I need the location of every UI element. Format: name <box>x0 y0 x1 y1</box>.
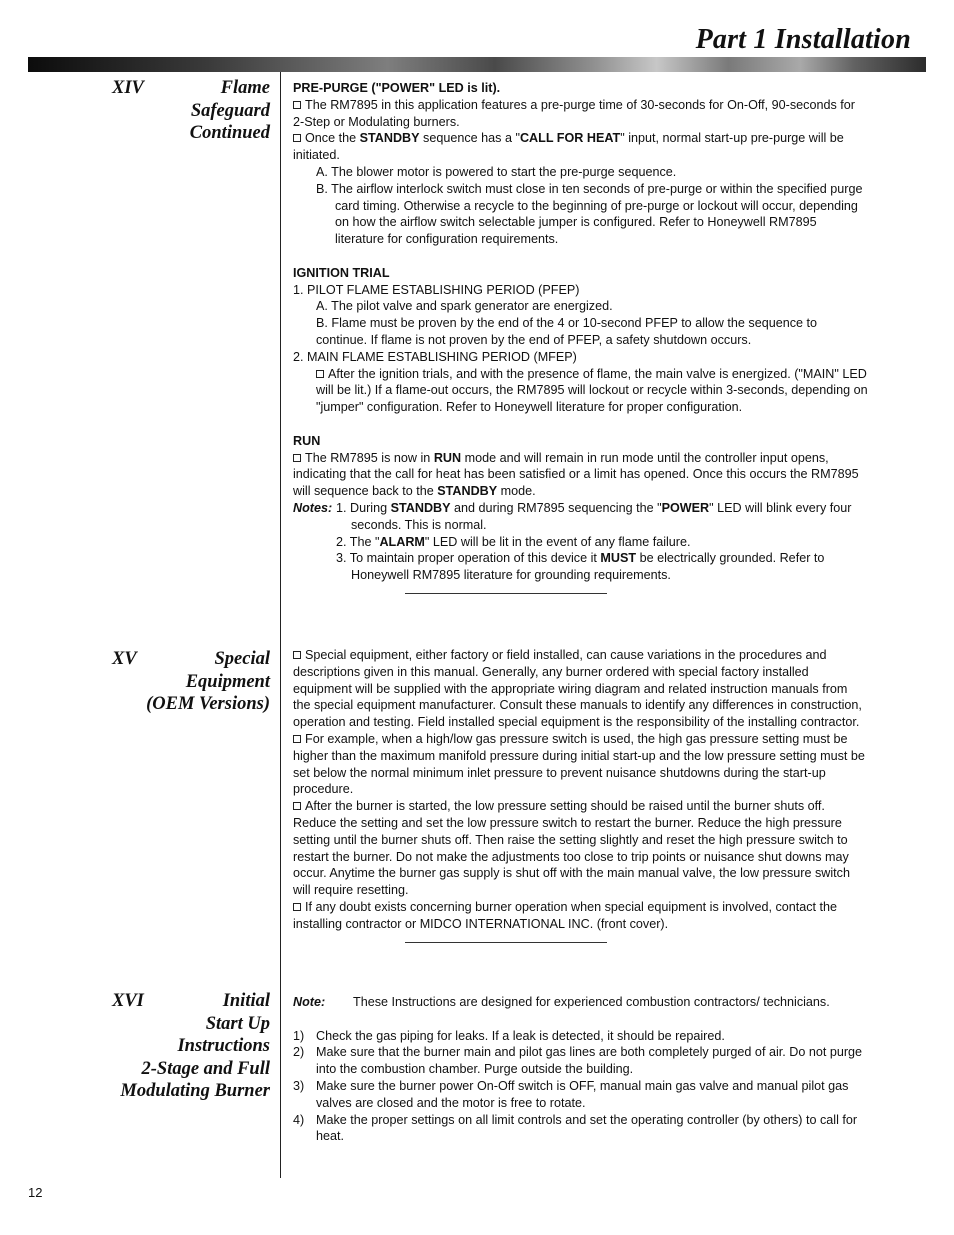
section-number: XV <box>112 649 137 669</box>
section-title-line: Instructions <box>177 1036 270 1056</box>
section-title-line: Safeguard <box>190 100 270 121</box>
special-equipment-paragraph: After the burner is started, the low pressure setting should be raised until the burner shuts off. Reduce the setting and set the low pressure switch to restart the burner. Reduce the high pressure setting until the burner shuts off. Then raise the setting slightly and reset the high pressure switch to restart the burner. Do not make the adjustments too close to trip points or nuisance shut downs may occur. Anytime the burner gas supply is shut off with the main manual valve, the low pressure switch will require resetting. <box>293 799 850 898</box>
instructions-note <box>293 994 868 1011</box>
note-item-3: 3. To maintain proper operation of this device it MUST be electrically grounded. Refer to Honeywell RM7895 literature for grounding requirements. <box>336 551 825 583</box>
checkbox-bullet-icon <box>293 134 301 142</box>
ignition-heading: IGNITION TRIAL <box>293 265 390 280</box>
special-equipment-paragraph: If any doubt exists concerning burner operation when special equipment is involved, contact the installing contractor or MIDCO INTERNATIONAL INC. (front cover). <box>293 899 838 931</box>
checkbox-bullet-icon <box>293 651 301 659</box>
page-title: Part 1 Installation <box>695 24 911 55</box>
section-separator <box>405 942 607 943</box>
section-title-line: Start Up <box>205 1013 270 1034</box>
section-title-line: Equipment <box>185 671 270 692</box>
checkbox-bullet-icon <box>293 454 301 462</box>
section-title-line: 2-Stage and Full <box>141 1058 270 1079</box>
ignition-item-1: 1. PILOT FLAME ESTABLISHING PERIOD (PFEP) <box>293 282 580 297</box>
section-xiv-body <box>293 80 868 594</box>
run-notes <box>293 500 868 584</box>
section-title-line: Continued <box>189 123 270 143</box>
startup-steps <box>293 1028 868 1146</box>
column-divider <box>280 72 281 1178</box>
ignition-item-1b: B. Flame must be proven by the end of the 4 or 10-second PFEP to allow the sequence to continue. If flame is not proven by the end of PFEP, a safety shutdown occurs. <box>316 316 818 347</box>
section-title-line: Modulating Burner <box>120 1081 270 1101</box>
note-label: Note: <box>293 995 326 1009</box>
prepurge-step-a: A. The blower motor is powered to start the pre-purge sequence. <box>316 164 677 179</box>
section-xvi-body <box>293 994 868 1145</box>
list-item: 4) Make the proper settings on all limit controls and set the operating controller (by others) to call for heat. <box>293 1112 858 1144</box>
section-number: XIV <box>112 78 144 98</box>
note-text: These Instructions are designed for experienced combustion contractors/ technicians. <box>353 995 830 1009</box>
list-item: 2) Make sure that the burner main and pilot gas lines are both completely purged of air. Do not purge into the combustion chamber. Purge outside the building. <box>293 1045 863 1077</box>
note-item-1: 1. During STANDBY and during RM7895 sequencing the "POWER" LED will blink every four seconds. This is normal. <box>336 500 852 532</box>
prepurge-paragraph: The RM7895 in this application features a pre-purge time of 30-seconds for On-Off, 90-seconds for 2-Step or Modulating burners. <box>293 97 855 129</box>
section-xvi-heading <box>112 990 270 1103</box>
special-equipment-paragraph: Special equipment, either factory or field installed, can cause variations in the procedures and descriptions given in this manual. Generally, any burner ordered with special factory installed equipment will be supplied with the appropriate wiring diagram and related instruction manuals from the special equipment manufacturer. Consult these manuals to identify any differences in construction, operation and testing. Field installed special equipment is the responsibility of the installing contractor. <box>293 648 862 730</box>
run-paragraph: The RM7895 is now in RUN mode and will remain in run mode until the controller input opens, indicating that the call for heat has been satisfied or a limit has opened. Once this occurs the RM7895 will sequence back to the STANDBY mode. <box>293 450 859 499</box>
section-title-line: (OEM Versions) <box>146 694 270 714</box>
page-number: 12 <box>28 1185 43 1200</box>
section-xv-heading <box>112 648 270 716</box>
ignition-item-2: 2. MAIN FLAME ESTABLISHING PERIOD (MFEP) <box>293 349 577 364</box>
section-title-line: Flame <box>220 78 270 98</box>
ignition-item-2a: After the ignition trials, and with the presence of flame, the main valve is energized. ("MAIN" LED will be lit.) If a flame-out occurs, the RM7895 will lockout or recycle within 3-seconds, depending on "jumper" configuration. Refer to Honeywell literature for proper configuration. <box>316 366 868 415</box>
section-number: XVI <box>112 991 144 1011</box>
section-title-line: Special <box>214 649 270 669</box>
header-gradient-bar <box>28 57 926 72</box>
checkbox-bullet-icon <box>293 101 301 109</box>
note-item-2: 2. The "ALARM" LED will be lit in the event of any flame failure. <box>336 534 691 549</box>
prepurge-heading: PRE-PURGE ("POWER" LED is lit). <box>293 81 501 95</box>
section-xv-body <box>293 647 868 943</box>
section-title-line: Initial <box>222 991 270 1011</box>
section-separator <box>405 593 607 594</box>
checkbox-bullet-icon <box>293 802 301 810</box>
run-heading: RUN <box>293 433 321 448</box>
list-item: 1) Check the gas piping for leaks. If a leak is detected, it should be repaired. <box>293 1028 725 1043</box>
ignition-item-1a: A. The pilot valve and spark generator are energized. <box>316 299 613 314</box>
notes-label: Notes: <box>293 500 333 515</box>
prepurge-paragraph: Once the STANDBY sequence has a "CALL FOR HEAT" input, normal start-up pre-purge will be initiated. <box>293 131 844 163</box>
section-xiv-heading <box>112 77 270 145</box>
special-equipment-paragraph: For example, when a high/low gas pressure switch is used, the high gas pressure setting must be higher than the maximum manifold pressure during initial start-up and the low pressure setting must be set below the normal minimum inlet pressure to prevent nuisance shutdowns during the start-up procedure. <box>293 731 865 797</box>
prepurge-step-b: B. The airflow interlock switch must close in ten seconds of pre-purge or within the specified purge card timing. Otherwise a recycle to the beginning of pre-purge or lockout will occur, depending on how the airflow switch selectable jumper is configured. Refer to Honeywell RM7895 literature for configuration requirements. <box>316 181 863 247</box>
list-item: 3) Make sure the burner power On-Off switch is OFF, manual main gas valve and manual pilot gas valves are closed and the motor is free to rotate. <box>293 1078 849 1110</box>
checkbox-bullet-icon <box>293 735 301 743</box>
checkbox-bullet-icon <box>293 903 301 911</box>
checkbox-bullet-icon <box>316 370 324 378</box>
